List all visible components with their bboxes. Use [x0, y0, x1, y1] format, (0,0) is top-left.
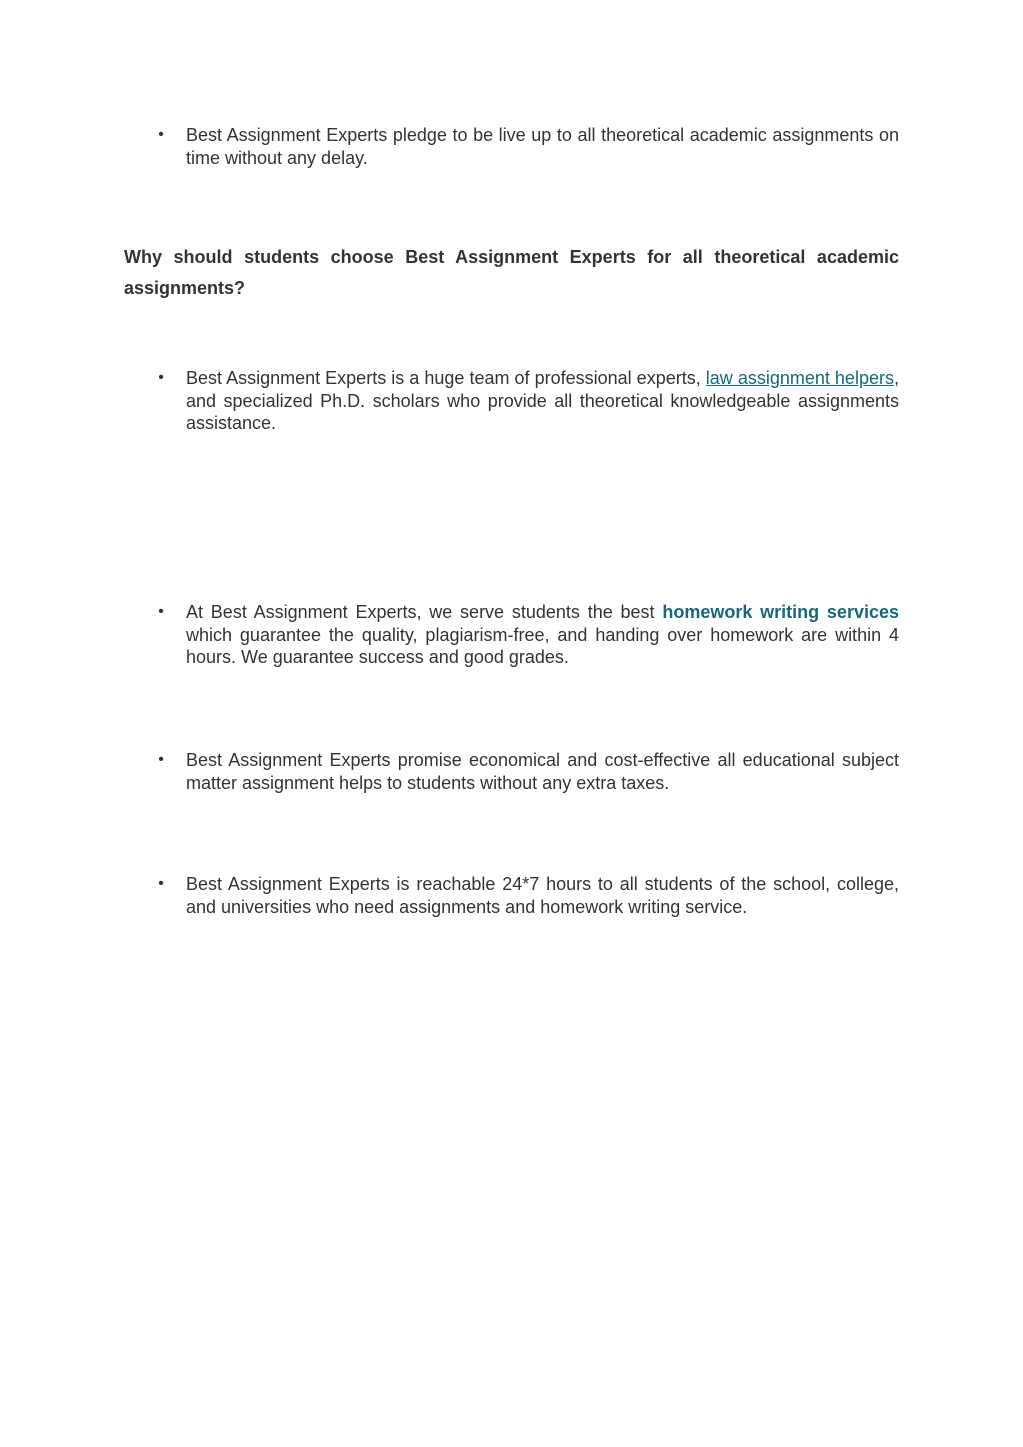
list-item-pledge [158, 124, 899, 169]
list-item-text-after: which guarantee the quality, plagiarism-free, and handing over homework are within 4 hours. We guarantee success and good grades. [186, 624, 899, 667]
bullet: • [158, 751, 164, 768]
homework-writing-services-link[interactable]: homework writing services [662, 602, 899, 622]
list-item-text: Best Assignment Experts promise economical and cost-effective all educational subject matter assignment helps to students without any extra taxes. [186, 750, 899, 793]
bullet: • [158, 875, 164, 892]
bullet: • [158, 603, 164, 620]
list-item-reachable [158, 873, 899, 918]
list-item-text: Best Assignment Experts is reachable 24*7 hours to all students of the school, college, and universities who need assignments and homework writing service. [186, 874, 899, 917]
list-item-text-before: At Best Assignment Experts, we serve students the best [186, 602, 663, 622]
list-item-text: Best Assignment Experts pledge to be live up to all theoretical academic assignments on time without any delay. [186, 125, 899, 168]
law-assignment-helpers-link[interactable]: law assignment helpers [705, 368, 894, 388]
list-item-text-before: Best Assignment Experts is a huge team of professional experts, [186, 368, 706, 388]
list-item-text-after: , and specialized Ph.D. scholars who provide all theoretical knowledgeable assignments assistance. [186, 368, 899, 433]
list-item-homework [158, 601, 899, 669]
section-heading: Why should students choose Best Assignment Experts for all theoretical academic assignments? [124, 247, 899, 298]
list-item-team [158, 367, 899, 435]
list-item-economical [158, 749, 899, 794]
bullet: • [158, 369, 164, 386]
bullet: • [158, 126, 164, 143]
